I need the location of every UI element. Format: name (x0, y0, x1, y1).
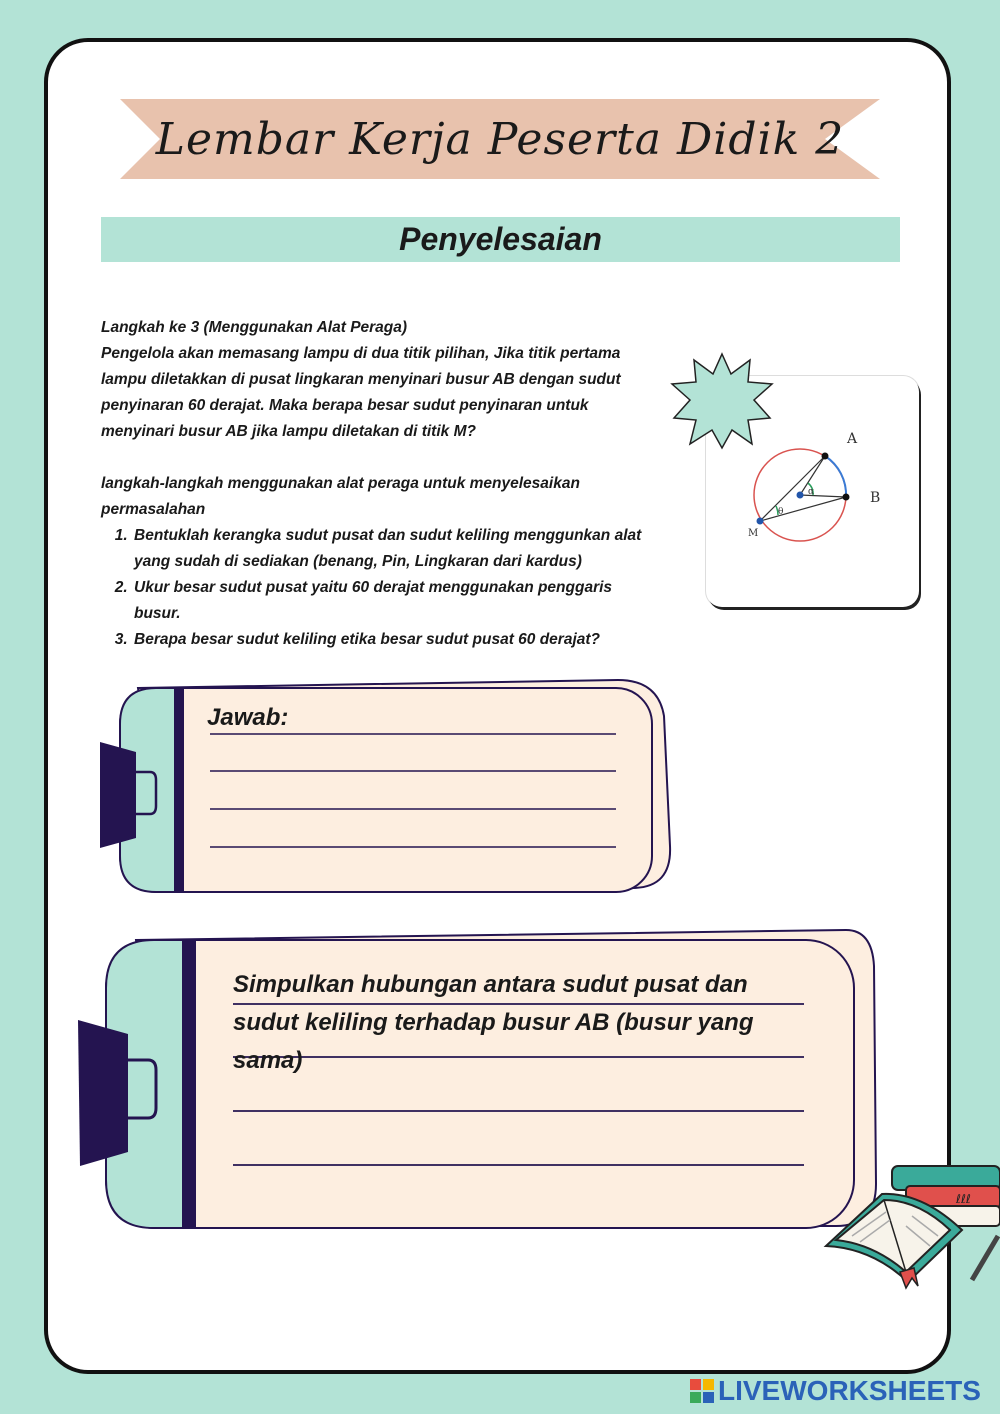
label-theta: θ (778, 507, 784, 517)
steps-list (101, 523, 661, 653)
step-item: 3. Berapa besar sudut keliling etika besar sudut pusat 60 derajat? (132, 627, 661, 653)
svg-text:ℓℓℓ: ℓℓℓ (956, 1192, 971, 1206)
step-title: Langkah ke 3 (Menggunakan Alat Peraga) (101, 319, 408, 336)
label-a: A (847, 431, 858, 447)
problem-text (101, 315, 661, 653)
problem-statement: Pengelola akan memasang lampu di dua titik pilihan, Jika titik pertama lampu diletakkan di pusat lingkaran menyinari busur AB dengan sudut penyinaran 60 derajat. Maka berapa besar sudut penyinaran untuk menyinari busur AB jika lampu diletakan di titik M? (101, 345, 621, 440)
watermark-text: LIVEWORKSHEETS (718, 1375, 981, 1406)
circle-angle-diagram (740, 425, 900, 555)
label-b: B (870, 490, 881, 506)
step-item: 2. Ukur besar sudut pusat yaitu 60 derajat menggunakan penggaris busur. (132, 575, 661, 627)
conclusion-prompt: Simpulkan hubungan antara sudut pusat dan sudut keliling terhadap busur AB (busur yang sama) (233, 971, 754, 1074)
books-icon (822, 1160, 1000, 1290)
liveworksheets-logo-icon (690, 1379, 714, 1403)
section-title: Penyelesaian (101, 217, 900, 262)
label-alpha: α (808, 487, 815, 497)
liveworksheets-watermark (690, 1376, 981, 1406)
steps-intro: langkah-langkah menggunakan alat peraga untuk menyelesaikan permasalahan (101, 475, 580, 518)
page-title: Lembar Kerja Peserta Didik 2 (155, 113, 845, 165)
answer-label: Jawab: (207, 704, 289, 731)
conclusion-input[interactable] (236, 1064, 796, 1174)
step-item: 1. Bentuklah kerangka sudut pusat dan sudut keliling menggunkan alat yang sudah di sediakan (benang, Pin, Lingkaran dari kardus) (132, 523, 661, 575)
label-m: M (748, 528, 759, 539)
answer-input[interactable] (212, 740, 612, 852)
